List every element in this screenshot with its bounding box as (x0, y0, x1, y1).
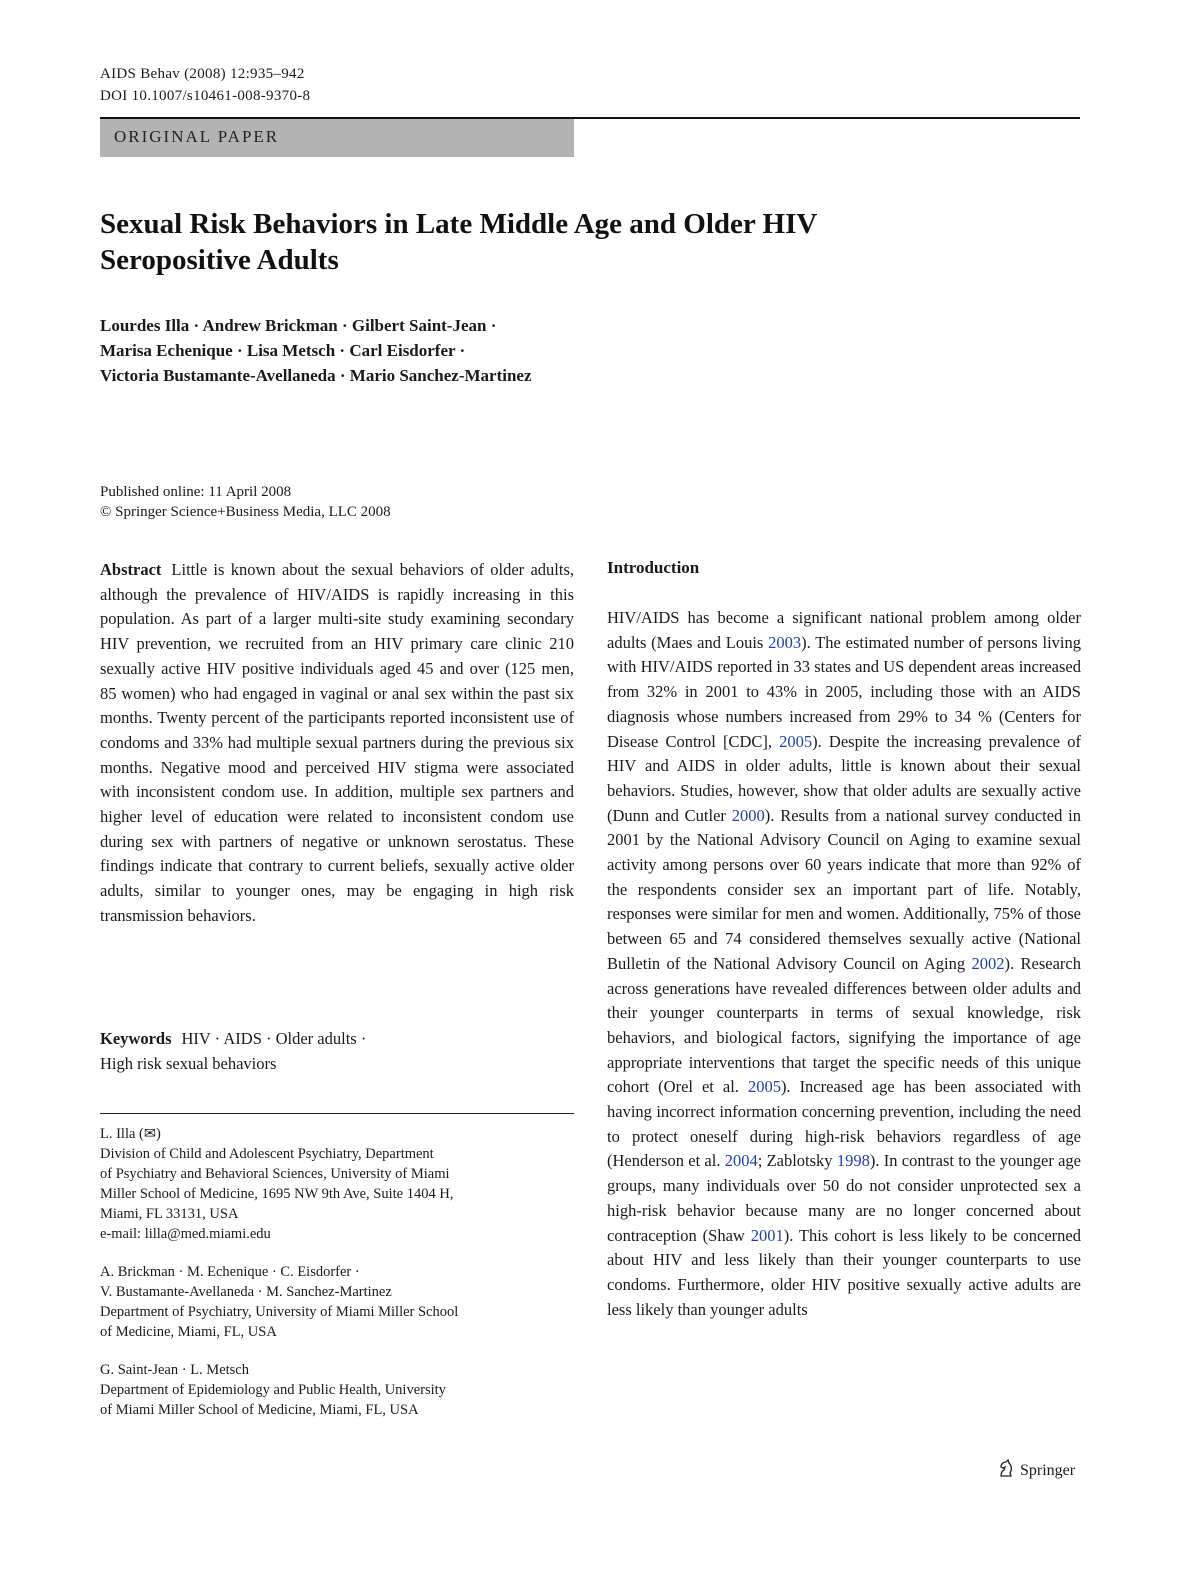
affiliation-names: L. Illa (✉) (100, 1126, 161, 1142)
affiliation-line: Miami, FL 33131, USA (100, 1206, 239, 1222)
authors-line-3: Victoria Bustamante-Avellaneda · Mario Sanchez-Martinez (100, 366, 532, 385)
affiliation-block-2 (100, 1262, 574, 1342)
reference-link[interactable]: 1998 (836, 1151, 870, 1171)
affiliation-line: V. Bustamante-Avellaneda · M. Sanchez-Martinez (100, 1284, 392, 1300)
affiliation-block-3 (100, 1360, 574, 1420)
affiliation-line: Miller School of Medicine, 1695 NW 9th Ave, Suite 1404 H, (100, 1186, 454, 1202)
journal-citation: AIDS Behav (2008) 12:935–942 (100, 66, 305, 82)
reference-link[interactable]: 2000 (731, 805, 765, 825)
affiliation-line: of Miami Miller School of Medicine, Miami, FL, USA (100, 1402, 419, 1418)
title-line-1: Sexual Risk Behaviors in Late Middle Age and Older HIV (100, 208, 818, 240)
intro-text: HIV/AIDS has become a significant national problem among older adults (Maes and Louis (607, 608, 1081, 652)
intro-text: ). Research across generations have revealed differences between older adults and their younger counterparts in terms of sexual knowledge, risk behaviors, and biological factors, signifying the importance of age appropriate interventions that target the specific needs of this unique cohort (Orel et al. (607, 953, 1081, 1097)
authors-line-1: Lourdes Illa · Andrew Brickman · Gilbert Saint-Jean · (100, 316, 497, 335)
publisher-name: Springer (1020, 1461, 1076, 1479)
reference-link[interactable]: 2005 (747, 1077, 781, 1097)
abstract (100, 558, 574, 929)
affiliation-block-1 (100, 1124, 574, 1244)
affiliation-names: G. Saint-Jean · L. Metsch (100, 1362, 249, 1378)
footnote-rule (100, 1113, 574, 1114)
email-link[interactable]: e-mail: lilla@med.miami.edu (100, 1226, 271, 1242)
intro-text: ). The estimated number of persons living with HIV/AIDS reported in 33 states and US dependent areas increased from 32% in 2001 to 43% in 2005, including those with an AIDS diagnosis whose numbers increased from 29% to 34 % (Centers for Disease Control [CDC], (607, 632, 1081, 751)
intro-text: ). Results from a national survey conducted in 2001 by the National Advisory Council on Aging to examine sexual activity among persons over 60 years indicate that more than 92% of the respondents consider sex an important part of life. Notably, responses were similar for men and women. Additionally, 75% of those between 65 and 74 considered themselves sexually active (National Bulletin of the National Advisory Council on Aging (607, 805, 1081, 973)
author-list (100, 313, 720, 388)
authors-line-2: Marisa Echenique · Lisa Metsch · Carl Eisdorfer · (100, 341, 466, 360)
affiliation-line: Department of Epidemiology and Public Health, University (100, 1382, 446, 1398)
introduction-body (607, 606, 1081, 1322)
reference-link[interactable]: 2004 (724, 1151, 758, 1171)
introduction-heading: Introduction (607, 558, 700, 577)
intro-text: ; Zablotsky (757, 1151, 837, 1171)
keywords-label: Keywords (100, 1029, 172, 1048)
keywords (100, 1026, 574, 1076)
intro-text: ). Despite the increasing prevalence of HIV and AIDS in older adults, little is known about their sexual behaviors. Studies, however, show that older adults are sexually active (Dunn and Cutler (607, 731, 1081, 825)
copyright: © Springer Science+Business Media, LLC 2008 (100, 504, 391, 520)
affiliation-line: Division of Child and Adolescent Psychiatry, Department (100, 1146, 434, 1162)
intro-text: ). This cohort is less likely to be concerned about HIV and less likely than their younger counterparts to use condoms. Furthermore, older HIV positive sexually active adults are less likely than younger adults (607, 1225, 1082, 1319)
publication-info (100, 482, 391, 522)
intro-text: ). Increased age has been associated with having incorrect information concerning prevention, including the need to protect oneself during high-risk behaviors regardless of age (Henderson et al. (607, 1077, 1081, 1171)
section-label: ORIGINAL PAPER (114, 127, 280, 146)
reference-link[interactable]: 2001 (750, 1225, 784, 1245)
affiliation-line: Department of Psychiatry, University of Miami Miller School (100, 1304, 459, 1320)
affiliation-names: A. Brickman · M. Echenique · C. Eisdorfer · (100, 1264, 360, 1280)
abstract-label: Abstract (100, 560, 162, 579)
affiliation-line: of Medicine, Miami, FL, USA (100, 1324, 277, 1340)
doi[interactable]: DOI 10.1007/s10461-008-9370-8 (100, 88, 311, 104)
abstract-text: Little is known about the sexual behaviors of older adults, although the prevalence of HIV/AIDS is rapidly increasing in this population. As part of a larger multi-site study examining secondary HIV prevention, we recruited from an HIV primary care clinic 210 sexually active HIV positive individuals aged 45 and over (125 men, 85 women) who had engaged in vaginal or anal sex within the past six months. Twenty percent of the participants reported inconsistent use of condoms and 33% had multiple sexual partners during the previous six months. Negative mood and perceived HIV stigma were associated with inconsistent condom use. In addition, multiple sex partners and higher level of education were related to inconsistent condom use during sex with partners of negative or unknown serostatus. These findings indicate that contrary to current beliefs, sexually active older adults, similar to younger ones, may be engaging in high risk transmission behaviors. (100, 560, 574, 925)
springer-knight-icon (996, 1458, 1016, 1483)
section-band (100, 119, 574, 157)
intro-text: ). In contrast to the younger age groups, many individuals over 50 do not consider unprotected sex a high-risk behavior because many are no longer concerned about contraception (Shaw (607, 1151, 1081, 1245)
reference-link[interactable]: 2002 (971, 953, 1005, 973)
affiliation-line: of Psychiatry and Behavioral Sciences, University of Miami (100, 1166, 450, 1182)
article-title (100, 206, 1000, 278)
publisher-mark (996, 1458, 1075, 1483)
title-line-2: Seropositive Adults (100, 244, 339, 276)
keywords-line-1: HIV · AIDS · Older adults · (181, 1029, 367, 1048)
keywords-line-2: High risk sexual behaviors (100, 1054, 277, 1073)
reference-link[interactable]: 2005 (779, 731, 813, 751)
reference-link[interactable]: 2003 (768, 632, 802, 652)
published-date: Published online: 11 April 2008 (100, 484, 292, 500)
